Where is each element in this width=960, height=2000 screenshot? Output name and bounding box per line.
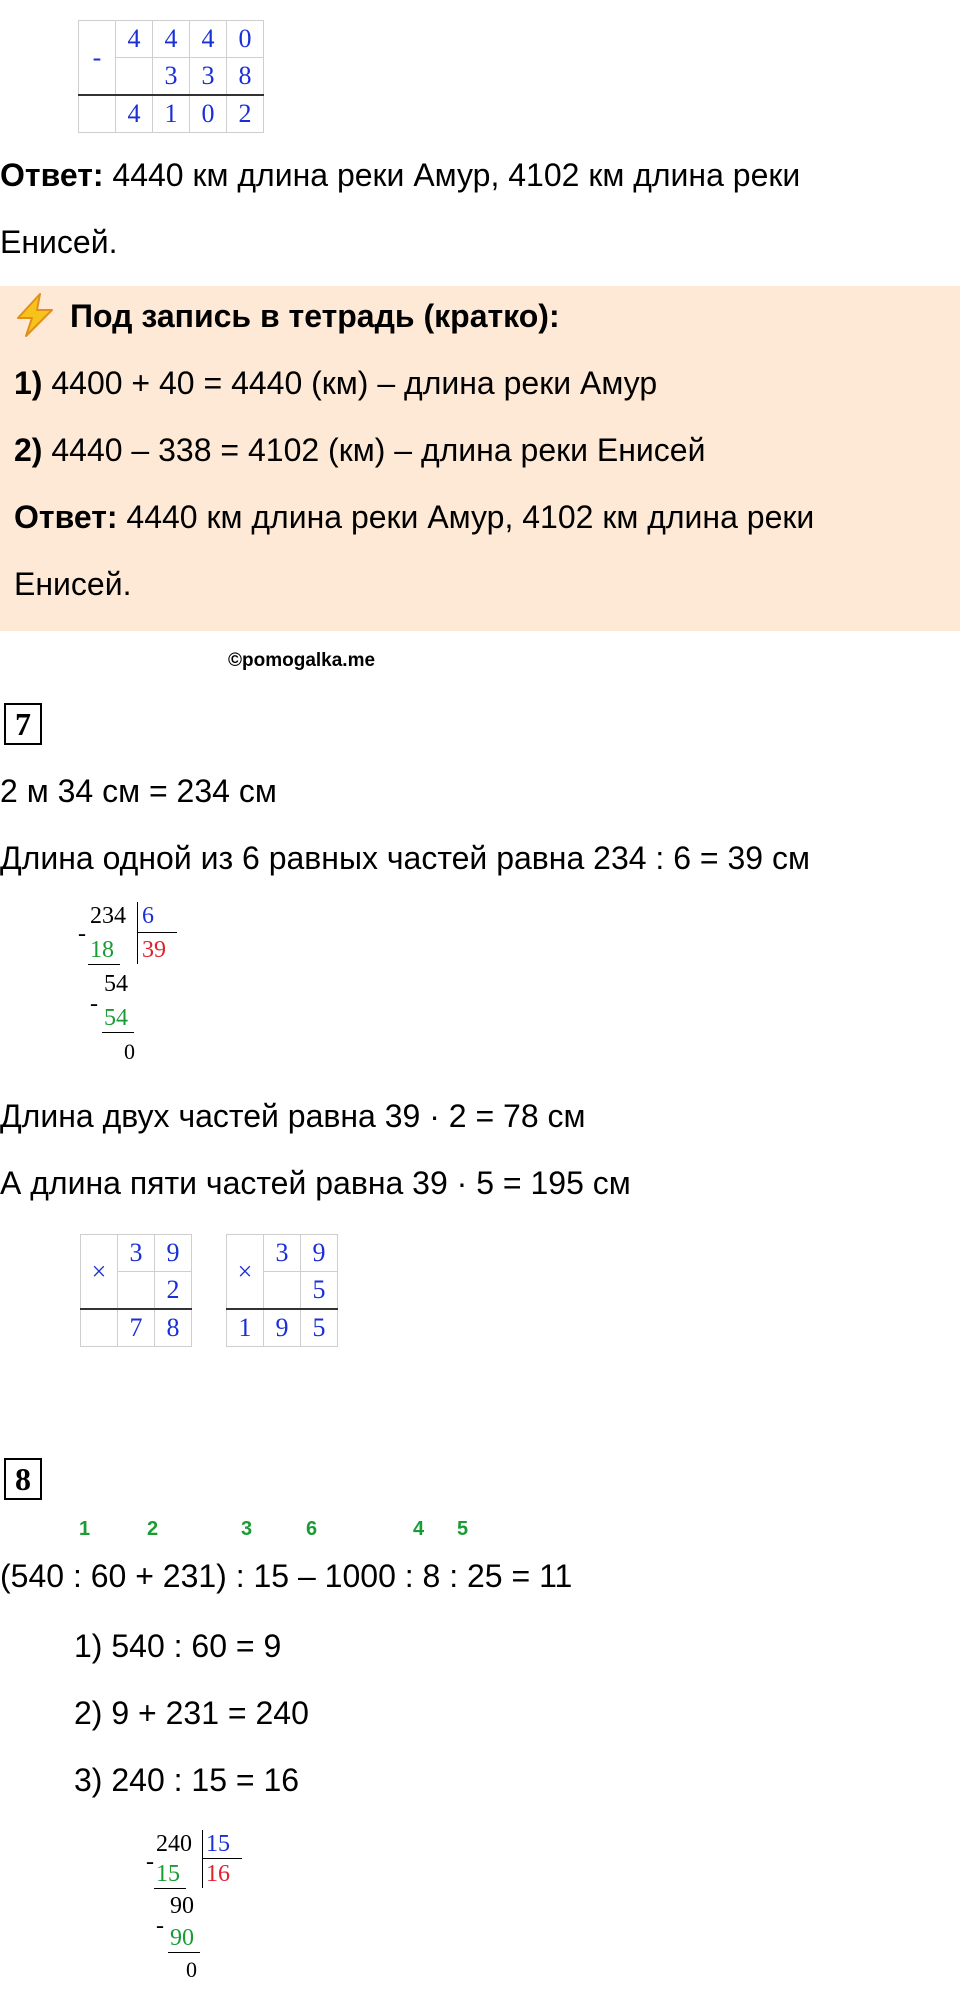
- divisor: 6: [142, 903, 154, 929]
- lightning-icon: [12, 292, 58, 338]
- digit: 9: [301, 1235, 338, 1272]
- answer-text: 4440 км длина реки Амур, 4102 км длина реки: [103, 157, 801, 193]
- digit: 5: [301, 1272, 338, 1310]
- minus-sign: -: [90, 991, 98, 1017]
- callout-step-1: 1) 4400 + 40 = 4440 (км) – длина реки Амур: [14, 365, 658, 401]
- multiplication-table: [226, 1234, 338, 1347]
- answer-line: [0, 155, 800, 195]
- digit: [116, 58, 153, 96]
- quotient: 39: [142, 937, 166, 963]
- digit: 1: [153, 95, 190, 133]
- task7-line-3: Длина двух частей равна 39 · 2 = 78 см: [0, 1098, 586, 1134]
- multiplication-table: [80, 1234, 192, 1347]
- callout-answer-line-2: Енисей.: [14, 566, 132, 602]
- digit: [81, 1309, 118, 1347]
- task8-step-1: 1) 540 : 60 = 9: [74, 1628, 282, 1664]
- digit: [118, 1272, 155, 1310]
- subtrahend: 90: [170, 1925, 194, 1951]
- step-number: 6: [306, 1518, 318, 1540]
- subtraction-table: [78, 20, 264, 133]
- digit: 0: [190, 95, 227, 133]
- long-division: [146, 1826, 266, 1996]
- step-number: 5: [457, 1518, 469, 1540]
- step-number: 2: [147, 1518, 159, 1540]
- digit: 9: [155, 1235, 192, 1272]
- digit: [264, 1272, 301, 1310]
- task8-step-2: 2) 9 + 231 = 240: [74, 1695, 309, 1731]
- task-number-7: 7: [4, 703, 42, 745]
- step-number: 3: [241, 1518, 253, 1540]
- task8-step-3: 3) 240 : 15 = 16: [74, 1762, 300, 1798]
- digit: 8: [155, 1309, 192, 1347]
- long-division: [70, 898, 190, 1068]
- minus-sign: -: [79, 21, 116, 96]
- task7-line-2: Длина одной из 6 равных частей равна 234 : 6 = 39 см: [0, 840, 810, 876]
- subtrahend: 18: [90, 937, 114, 963]
- minus-sign: -: [146, 1849, 154, 1875]
- digit: 4: [116, 21, 153, 58]
- dividend: 234: [90, 903, 126, 929]
- watermark: ©pomogalka.me: [228, 650, 376, 671]
- digit: 5: [301, 1309, 338, 1347]
- answer-line-2: Енисей.: [0, 224, 118, 260]
- task7-line-4: А длина пяти частей равна 39 · 5 = 195 см: [0, 1165, 631, 1201]
- minus-sign: -: [156, 1913, 164, 1939]
- digit: 2: [155, 1272, 192, 1310]
- step-number: 4: [413, 1518, 425, 1540]
- remainder: 54: [104, 971, 128, 997]
- digit: 0: [227, 21, 264, 58]
- digit: 3: [153, 58, 190, 96]
- digit: 9: [264, 1309, 301, 1347]
- digit: 8: [227, 58, 264, 96]
- times-sign: ×: [227, 1235, 264, 1310]
- digit: 4: [116, 95, 153, 133]
- remainder: 0: [124, 1039, 135, 1064]
- digit: 2: [227, 95, 264, 133]
- task-number-8: 8: [4, 1458, 42, 1500]
- task8-expression: (540 : 60 + 231) : 15 – 1000 : 8 : 25 = 11: [0, 1558, 573, 1594]
- answer-label: Ответ:: [0, 157, 104, 193]
- task7-line-1: 2 м 34 см = 234 см: [0, 773, 277, 809]
- digit: 4: [190, 21, 227, 58]
- dividend: 240: [156, 1831, 192, 1857]
- subtrahend: 54: [104, 1005, 128, 1031]
- times-sign: ×: [81, 1235, 118, 1310]
- digit: 3: [190, 58, 227, 96]
- remainder: 90: [170, 1893, 194, 1919]
- divisor: 15: [206, 1831, 230, 1857]
- digit: 4: [153, 21, 190, 58]
- notebook-callout: [0, 286, 960, 631]
- digit: 1: [227, 1309, 264, 1347]
- subtrahend: 15: [156, 1861, 180, 1887]
- digit: 7: [118, 1309, 155, 1347]
- digit: 3: [118, 1235, 155, 1272]
- digit: 3: [264, 1235, 301, 1272]
- callout-title: Под запись в тетрадь (кратко):: [70, 298, 560, 334]
- minus-sign: -: [78, 921, 86, 947]
- quotient: 16: [206, 1861, 230, 1887]
- remainder: 0: [186, 1957, 197, 1982]
- step-number: 1: [79, 1518, 91, 1540]
- callout-step-2: 2) 4440 – 338 = 4102 (км) – длина реки Енисей: [14, 432, 706, 468]
- callout-answer: Ответ: 4440 км длина реки Амур, 4102 км длина реки: [14, 499, 815, 535]
